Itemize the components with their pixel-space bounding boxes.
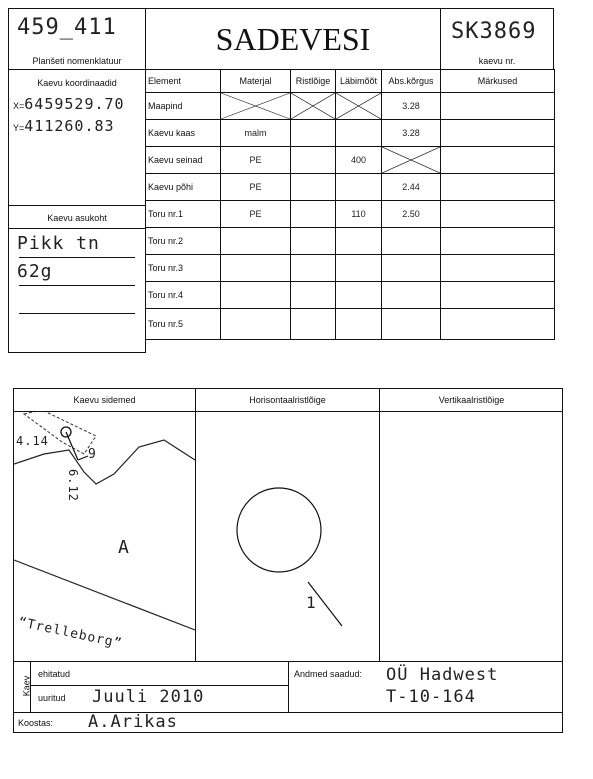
dimension-label: 4.14 bbox=[16, 434, 49, 448]
dimension-label: 6.12 bbox=[66, 469, 80, 502]
footer-divider bbox=[30, 685, 288, 686]
element-cell: Toru nr.3 bbox=[146, 255, 221, 282]
divider bbox=[8, 228, 146, 229]
abs-height-cell bbox=[382, 282, 441, 309]
page-title: SADEVESI bbox=[215, 21, 371, 57]
cross-section-cell bbox=[291, 255, 336, 282]
material-cell bbox=[221, 255, 291, 282]
element-cell: Toru nr.1 bbox=[146, 201, 221, 228]
material-cell: PE bbox=[221, 147, 291, 174]
element-cell: Toru nr.5 bbox=[146, 309, 221, 340]
cross-section-cell bbox=[291, 174, 336, 201]
measured-label: uuritud bbox=[38, 693, 66, 703]
well-id-box bbox=[440, 8, 554, 70]
abs-height-cell: 2.50 bbox=[382, 201, 441, 228]
abs-height-cell bbox=[382, 255, 441, 282]
notes-cell bbox=[441, 282, 555, 309]
x-value: 6459529.70 bbox=[24, 95, 125, 113]
x-prefix: X= bbox=[13, 101, 25, 111]
cross-section-cell bbox=[291, 120, 336, 147]
diameter-cell bbox=[336, 174, 382, 201]
table-row bbox=[146, 282, 555, 309]
cross-section-cell bbox=[291, 201, 336, 228]
diameter-cell bbox=[336, 120, 382, 147]
well-id: SK3869 bbox=[451, 19, 537, 44]
pipe-label: 1 bbox=[306, 593, 317, 612]
notes-cell bbox=[441, 120, 555, 147]
horizontal-section-sketch bbox=[196, 412, 379, 662]
sheet-number-box bbox=[8, 8, 146, 70]
abs-height-cell: 3.28 bbox=[382, 120, 441, 147]
element-cell: Kaevu põhi bbox=[146, 174, 221, 201]
notes-cell bbox=[441, 228, 555, 255]
abs-height-cell: 3.28 bbox=[382, 93, 441, 120]
table-row bbox=[146, 309, 555, 340]
writing-line bbox=[19, 313, 135, 314]
notes-cell bbox=[441, 255, 555, 282]
sheet-number: 459_411 bbox=[17, 15, 117, 40]
area-label: A bbox=[118, 537, 130, 558]
panel-title-vertical: Vertikaalristlõige bbox=[438, 395, 505, 405]
element-cell: Kaevu kaas bbox=[146, 120, 221, 147]
crossed-cell bbox=[336, 93, 382, 120]
y-prefix: Y= bbox=[13, 123, 25, 133]
sheet-label: Planšeti nomenklatuur bbox=[32, 56, 122, 66]
material-cell: PE bbox=[221, 174, 291, 201]
cross-section-cell bbox=[291, 309, 336, 340]
abs-height-cell bbox=[382, 309, 441, 340]
element-cell: Toru nr.2 bbox=[146, 228, 221, 255]
table-row bbox=[146, 93, 555, 120]
writing-line bbox=[19, 257, 135, 258]
diameter-cell bbox=[336, 309, 382, 340]
table-row bbox=[146, 228, 555, 255]
well-elements-table bbox=[145, 69, 555, 340]
column-header: Materjal bbox=[221, 70, 291, 93]
material-cell bbox=[221, 228, 291, 255]
data-source-line1: OÜ Hadwest bbox=[386, 665, 499, 685]
column-header: Element bbox=[146, 70, 221, 93]
element-cell: Toru nr.4 bbox=[146, 282, 221, 309]
data-source-label: Andmed saadud: bbox=[294, 669, 363, 679]
notes-cell bbox=[441, 174, 555, 201]
y-value: 411260.83 bbox=[24, 117, 115, 135]
diameter-cell: 110 bbox=[336, 201, 382, 228]
material-cell: malm bbox=[221, 120, 291, 147]
cross-section-cell bbox=[291, 282, 336, 309]
abs-height-cell bbox=[382, 228, 441, 255]
column-header: Abs.kõrgus bbox=[382, 70, 441, 93]
x-coordinate bbox=[13, 95, 125, 114]
well-side-label: Kaev bbox=[21, 675, 32, 697]
dimension-label: 9 bbox=[88, 447, 97, 462]
dimension-line bbox=[78, 456, 88, 460]
notes-cell bbox=[441, 93, 555, 120]
table-row bbox=[146, 147, 555, 174]
panel-divider bbox=[379, 388, 380, 662]
divider bbox=[8, 205, 146, 206]
data-source-line2: T-10-164 bbox=[386, 687, 476, 707]
table-header-row bbox=[146, 70, 555, 93]
location-label: Kaevu asukoht bbox=[47, 213, 107, 223]
diameter-cell bbox=[336, 255, 382, 282]
material-cell bbox=[221, 309, 291, 340]
cross-section-cell bbox=[291, 147, 336, 174]
diameter-cell: 400 bbox=[336, 147, 382, 174]
table-row bbox=[146, 201, 555, 228]
abs-height-cell: 2.44 bbox=[382, 174, 441, 201]
crossed-cell bbox=[291, 93, 336, 120]
material-cell: PE bbox=[221, 201, 291, 228]
well-cross-section bbox=[237, 488, 321, 572]
title-box bbox=[145, 8, 441, 70]
material-cell bbox=[221, 282, 291, 309]
element-cell: Kaevu seinad bbox=[146, 147, 221, 174]
location-line2: 62g bbox=[17, 261, 53, 282]
notes-cell bbox=[441, 147, 555, 174]
measured-value: Juuli 2010 bbox=[92, 687, 205, 707]
cross-section-cell bbox=[291, 228, 336, 255]
table-row bbox=[146, 120, 555, 147]
crossed-cell bbox=[382, 147, 441, 174]
column-header: Ristlõige bbox=[291, 70, 336, 93]
notes-cell bbox=[441, 309, 555, 340]
y-coordinate bbox=[13, 117, 115, 136]
author-value: A.Arikas bbox=[88, 712, 178, 732]
coordinates-label: Kaevu koordinaadid bbox=[37, 78, 117, 88]
diameter-cell bbox=[336, 228, 382, 255]
column-header: Läbimõõt bbox=[336, 70, 382, 93]
crossed-cell bbox=[221, 93, 291, 120]
table-row bbox=[146, 255, 555, 282]
panel-title-connections: Kaevu sidemed bbox=[73, 395, 136, 405]
footer-area bbox=[13, 661, 563, 733]
built-label: ehitatud bbox=[38, 669, 71, 679]
diameter-cell bbox=[336, 282, 382, 309]
well-label: kaevu nr. bbox=[478, 56, 516, 66]
element-cell: Maapind bbox=[146, 93, 221, 120]
writing-line bbox=[19, 285, 135, 286]
panel-title-horizontal: Horisontaalristlõige bbox=[249, 395, 326, 405]
table-row bbox=[146, 174, 555, 201]
location-line1: Pikk tn bbox=[17, 233, 100, 254]
left-info-box bbox=[8, 69, 146, 353]
footer-divider bbox=[288, 661, 289, 712]
column-header: Märkused bbox=[441, 70, 555, 93]
author-label: Koostas: bbox=[18, 718, 54, 728]
sketch-area bbox=[13, 388, 563, 662]
street-label: “Trelleborg” bbox=[16, 615, 124, 652]
dimension-line bbox=[66, 432, 78, 460]
notes-cell bbox=[441, 201, 555, 228]
